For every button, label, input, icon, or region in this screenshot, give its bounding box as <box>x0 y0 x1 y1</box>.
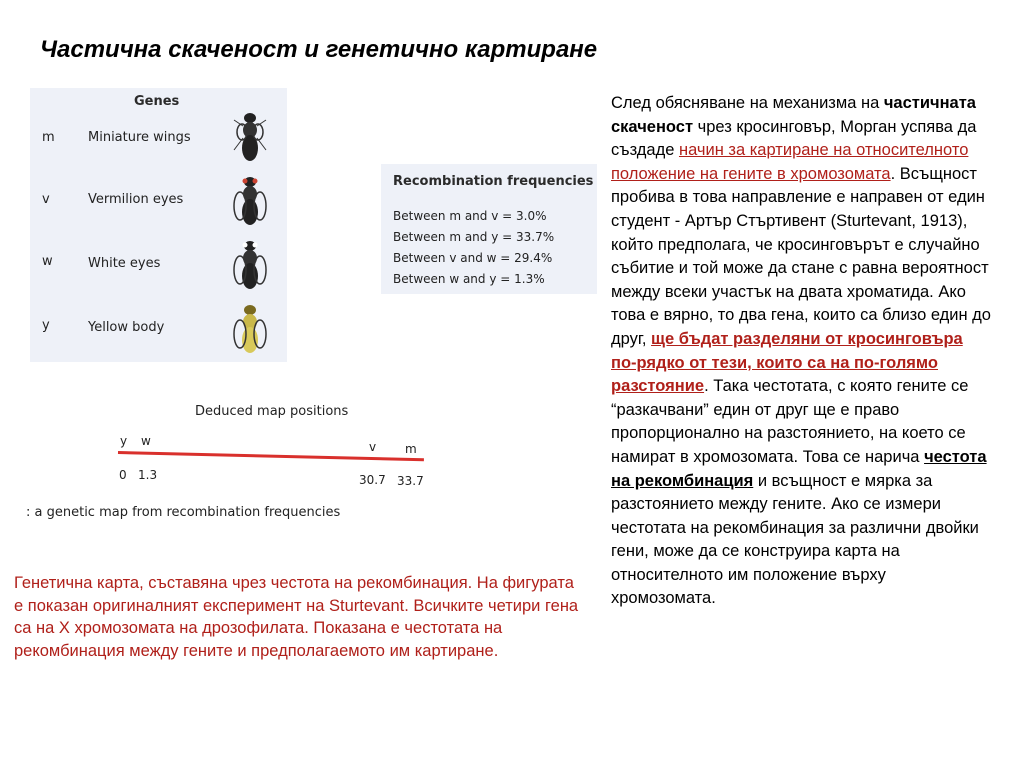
body-highlight: начин за картиране на относителното положение на гените в хромозомата <box>611 141 969 183</box>
recombination-line: Between v and w = 29.4% <box>393 251 553 265</box>
gene-name: Miniature wings <box>88 130 191 145</box>
body-text-run: и всъщност е мярка за разстоянието между гените. Ако се измери честотата на рекомбинация за различни двойки гени, може да се конструира карта на относителното им положение върху хромозомата. <box>611 471 979 608</box>
recombination-header: Recombination frequencies <box>393 174 594 189</box>
body-emphasis: частичната скаченост <box>611 94 976 136</box>
body-highlight-bold: ще бъдат разделяни от кросинговъра по-рядко от тези, които са на по-голямо разстояние <box>611 329 963 396</box>
fly-vermilion-eyes-icon <box>230 174 270 230</box>
chromosome-map-line <box>118 451 424 461</box>
gene-symbol: v <box>42 192 50 207</box>
figure-caption: Генетична карта, съставяна чрез честота на рекомбинация. На фигурата е показан оригиналният експеримент на Sturtevant. Всичките четири гена са на X хромозомата на дрозофилата. Показана е честотата на рекомбинация между гените и предполагаемото им картиране. <box>14 574 579 660</box>
map-title: Deduced map positions <box>195 404 349 419</box>
slide-title: Частична скаченост и генетично картиране <box>40 36 598 63</box>
body-text-run: След обясняване на механизма на <box>611 94 884 112</box>
body-paragraph <box>611 92 991 611</box>
map-position-label: 30.7 <box>359 473 386 487</box>
gene-name: Vermilion eyes <box>88 192 184 207</box>
recombination-frequencies-box <box>381 164 597 294</box>
recombination-line: Between m and v = 3.0% <box>393 209 547 223</box>
map-caption: : a genetic map from recombination frequencies <box>26 505 341 520</box>
map-gene-label: v <box>369 440 377 454</box>
genes-header: Genes <box>134 94 180 109</box>
body-emphasis-underline: честота на рекомбинация <box>611 447 987 490</box>
fly-yellow-body-icon <box>230 302 270 358</box>
gene-symbol: m <box>42 130 55 145</box>
map-gene-label: m <box>405 442 417 456</box>
fly-miniature-wings-icon <box>230 110 270 166</box>
body-text-run: . Всъщност пробива в това направление е направен от един студент - Артър Стъртивент (Sturtevant, 1913), който предполага, че кросинговърът е случайно събитие и той може да стане с равна вероятност между всеки участък на двата хроматида. Ако това е вярно, то два гена, които са близо един до друг, <box>611 164 991 348</box>
gene-symbol: w <box>42 254 53 269</box>
gene-name: White eyes <box>88 256 161 271</box>
recombination-line: Between w and y = 1.3% <box>393 272 545 286</box>
map-position-label: 1.3 <box>138 468 158 482</box>
gene-symbol: y <box>42 318 50 333</box>
recombination-line: Between m and y = 33.7% <box>393 230 555 244</box>
map-position-label: 33.7 <box>397 474 424 488</box>
genes-figure <box>30 88 287 362</box>
map-gene-label: w <box>141 434 151 448</box>
gene-name: Yellow body <box>88 320 165 335</box>
body-text-run: чрез кросинговър, Морган успява да създаде <box>611 117 977 160</box>
map-position-label: 0 <box>119 468 127 482</box>
body-text-run: . Така честотата, с която гените се “разкачвани” един от друг ще е право пропорционално на разстоянието, на което се намират в хромозомата. Това се нарича <box>611 377 969 466</box>
map-gene-label: y <box>120 434 128 448</box>
fly-white-eyes-icon <box>230 238 270 294</box>
